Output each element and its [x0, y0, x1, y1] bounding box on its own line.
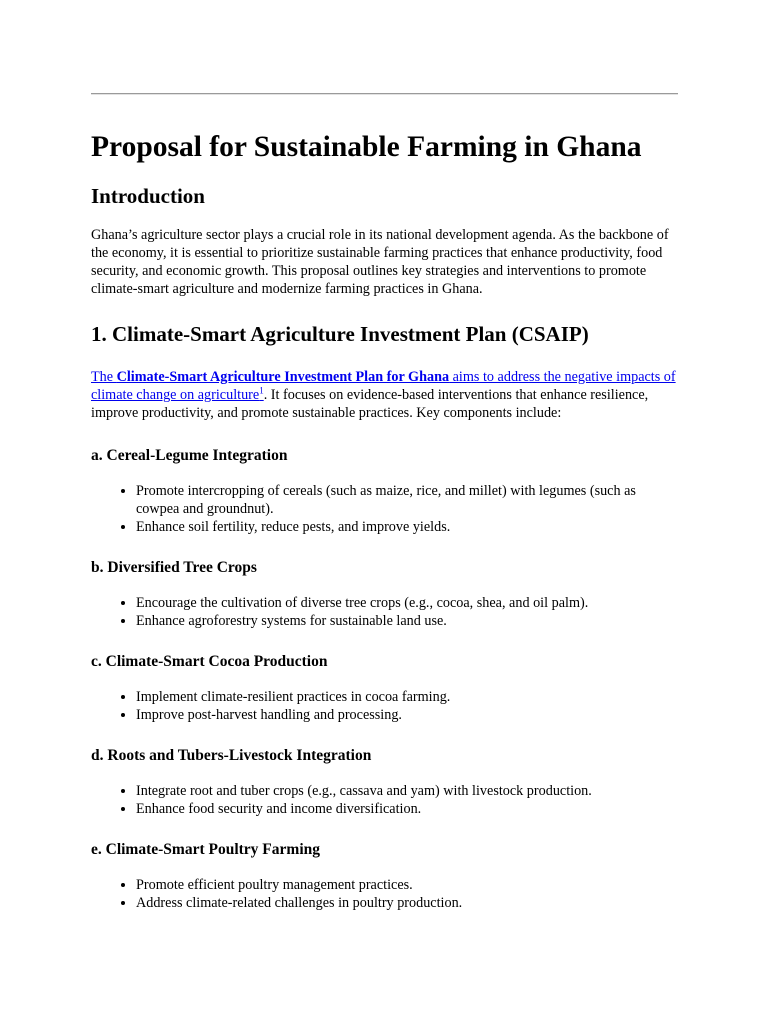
- subsection-heading-a: a. Cereal-Legume Integration: [91, 447, 288, 464]
- link-prefix: The: [91, 369, 117, 385]
- list-item: • Enhance soil fertility, reduce pests, and improve yields.: [136, 518, 681, 536]
- bullet-list-c: [91, 688, 681, 724]
- subsection-heading-c: c. Climate-Smart Cocoa Production: [91, 653, 328, 670]
- section-1-paragraph: [91, 368, 681, 422]
- horizontal-rule: [91, 93, 678, 95]
- subsection-heading-d: d. Roots and Tubers-Livestock Integration: [91, 747, 372, 764]
- list-item: • Improve post-harvest handling and processing.: [136, 706, 681, 724]
- bullet-list-e: [91, 876, 681, 912]
- bullet-list-d: [91, 782, 681, 818]
- bullet-list-a: [91, 482, 681, 536]
- introduction-paragraph: Ghana’s agriculture sector plays a crucial role in its national development agenda. As the backbone of the economy, it is essential to prioritize sustainable farming practices that enhance productivity, food security, and economic growth. This proposal outlines key strategies and interventions to promote climate-smart agriculture and modernize farming practices in Ghana.: [91, 227, 669, 297]
- footnote-marker[interactable]: 1: [259, 385, 264, 396]
- list-item: • Address climate-related challenges in poultry production.: [136, 894, 681, 912]
- section-1-text: . It focuses on evidence-based interventions that enhance resilience, improve productivity, and promote sustainable practices. Key components include:: [91, 387, 649, 421]
- list-item: • Promote efficient poultry management practices.: [136, 876, 681, 894]
- subsection-heading-b: b. Diversified Tree Crops: [91, 559, 257, 576]
- list-item: • Integrate root and tuber crops (e.g., cassava and yam) with livestock production.: [136, 782, 681, 800]
- page-title: Proposal for Sustainable Farming in Ghana: [91, 131, 642, 163]
- list-item: • Enhance agroforestry systems for sustainable land use.: [136, 612, 681, 630]
- introduction-heading: Introduction: [91, 184, 205, 208]
- list-item: • Promote intercropping of cereals (such as maize, rice, and millet) with legumes (such as cowpea and groundnut).: [136, 482, 681, 518]
- section-1-heading: 1. Climate-Smart Agriculture Investment Plan (CSAIP): [91, 322, 589, 346]
- link-bold-title: Climate-Smart Agriculture Investment Plan for Ghana: [116, 369, 450, 385]
- list-item: • Encourage the cultivation of diverse tree crops (e.g., cocoa, shea, and oil palm).: [136, 594, 681, 612]
- bullet-list-b: [91, 594, 681, 630]
- document-body: [91, 128, 681, 912]
- subsection-heading-e: e. Climate-Smart Poultry Farming: [91, 841, 320, 858]
- link-suffix: aims to address the negative impacts of climate change on agriculture: [91, 369, 676, 403]
- list-item: • Enhance food security and income diversification.: [136, 800, 681, 818]
- list-item: • Implement climate-resilient practices in cocoa farming.: [136, 688, 681, 706]
